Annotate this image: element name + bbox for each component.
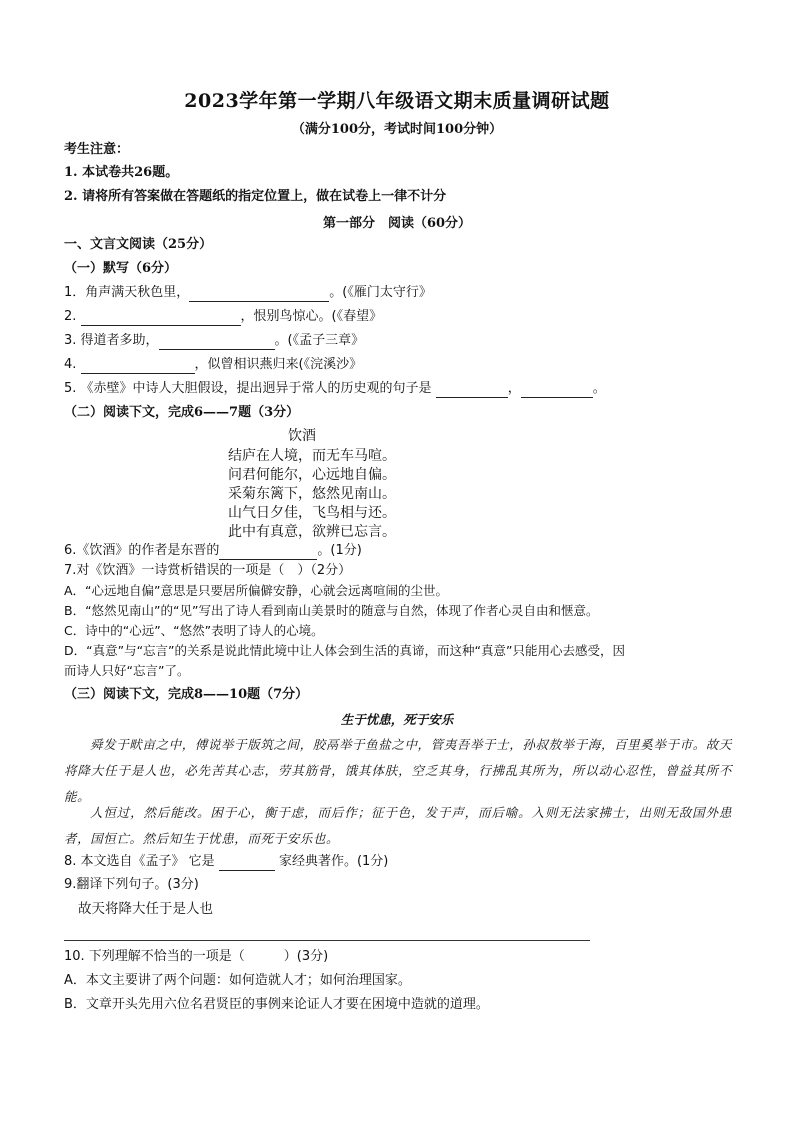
poem-line: 山气日夕佳，飞鸟相与还。: [228, 505, 396, 521]
question-number: 4.: [64, 357, 77, 372]
question-text: 。(1分): [317, 543, 362, 558]
option-d: D．“真意”与“忘言”的关系是说此情此境中让人体会到生活的真谛，而这种“真意”只能用心去感受，因: [64, 643, 625, 658]
question-3: [64, 332, 364, 350]
option-a: A．“心远地自偏”意思是只要居所偏僻安静，心就会远离喧闹的尘世。: [64, 583, 449, 598]
answer-blank: [219, 545, 317, 560]
question-9: 9.翻译下列句子。(3分): [64, 877, 199, 892]
poem-line: 此中有真意，欲辨已忘言。: [228, 524, 396, 540]
question-8: [64, 853, 388, 871]
answer-blank: [81, 359, 195, 374]
essay-paragraph-2: 人恒过，然后能改。困于心，衡于虑，而后作；征于色，发于声，而后喻。入则无法家拂士，出则无敌国外患者，国恒亡。然后知生于忧患，而死于安乐也。: [64, 805, 732, 846]
question-text: 家经典著作。(1分): [278, 854, 389, 869]
subsection-heading: （一）默写（6分）: [64, 261, 178, 276]
essay-paragraph-1: 舜发于畎亩之中，傅说举于版筑之间，胶鬲举于鱼盐之中，管夷吾举于士，孙叔敖举于海，百里奚举于市。故天将降大任于是人也，必先苦其心志，劳其筋骨，饿其体肤，空乏其身，行拂乱其所为，所以动心忍性，曾益其所不能。: [64, 737, 732, 804]
answer-blank: [219, 856, 275, 871]
part-title: 第一部分 阅读（60分）: [322, 216, 472, 231]
translate-sentence: 故天将降大任于是人也: [78, 901, 213, 917]
question-5: [64, 380, 606, 398]
essay-title: 生于忧患，死于安乐: [340, 712, 454, 727]
answer-line: [64, 940, 590, 941]
exam-subtitle: （满分100分，考试时间100分钟）: [291, 122, 503, 137]
question-text: 5. 《赤壁》中诗人大胆假设，提出迥异于常人的历史观的句子是: [64, 381, 432, 396]
question-7: 7.对《饮酒》一诗赏析错误的一项是（ ）（2分）: [64, 563, 352, 578]
poem-line: 结庐在人境，而无车马喧。: [228, 448, 396, 464]
question-text: 1．角声满天秋色里，: [64, 285, 190, 300]
poem-line: 采菊东篱下，悠然见南山。: [228, 486, 396, 502]
question-text: ，恨别鸟惊心。(《春望》: [240, 309, 383, 324]
question-text: 8. 本文选自《孟子》 它是: [64, 854, 215, 869]
exam-title: 2023学年第一学期八年级语文期末质量调研试题: [184, 90, 610, 112]
question-text: 。: [592, 381, 606, 396]
question-text: 3. 得道者多助，: [64, 333, 159, 348]
poem-line: 问君何能尔，心远地自偏。: [228, 467, 396, 483]
question-text: 6.《饮酒》的作者是东晋的: [64, 543, 220, 558]
question-10: 10. 下列理解不恰当的一项是（ ）(3分): [64, 949, 329, 964]
answer-blank: [521, 383, 593, 398]
question-text: ，似曾相识燕归来(《浣溪沙》: [194, 357, 363, 372]
poem-title: 饮酒: [288, 428, 316, 444]
answer-blank: [159, 335, 275, 350]
option-c: C．诗中的“心远”、“悠然”表明了诗人的心境。: [64, 623, 324, 638]
answer-blank: [81, 311, 241, 326]
subsection-heading: （二）阅读下文，完成6——7题（3分）: [64, 405, 300, 420]
question-4: [64, 356, 362, 374]
notice-item: 1. 本试卷共26题。: [64, 165, 179, 180]
notice-item: 2. 请将所有答案做在答题纸的指定位置上，做在试卷上一律不计分: [64, 189, 447, 204]
question-number: 2.: [64, 309, 77, 324]
notice-heading: 考生注意：: [64, 142, 130, 157]
option-b: B．“悠然见南山”的“见”写出了诗人看到南山美景时的随意与自然，体现了作者心灵自由和惬意。: [64, 603, 599, 618]
question-1: [64, 284, 432, 302]
question-text: 。(《雁门太守行》: [329, 285, 432, 300]
question-6: [64, 542, 362, 560]
section-heading: 一、文言文阅读（25分）: [64, 237, 213, 252]
question-2: [64, 308, 382, 326]
subsection-heading: （三）阅读下文，完成8——10题（7分）: [64, 687, 309, 702]
answer-blank: [189, 287, 329, 302]
question-text: 。(《孟子三章》: [274, 333, 365, 348]
question-text: ，: [507, 381, 521, 396]
answer-blank: [436, 383, 508, 398]
option-d-continued: 而诗人只好“忘言”了。: [64, 663, 190, 678]
option-b: B．文章开头先用六位名君贤臣的事例来论证人才要在困境中造就的道理。: [64, 997, 489, 1012]
option-a: A．本文主要讲了两个问题：如何造就人才；如何治理国家。: [64, 973, 411, 988]
